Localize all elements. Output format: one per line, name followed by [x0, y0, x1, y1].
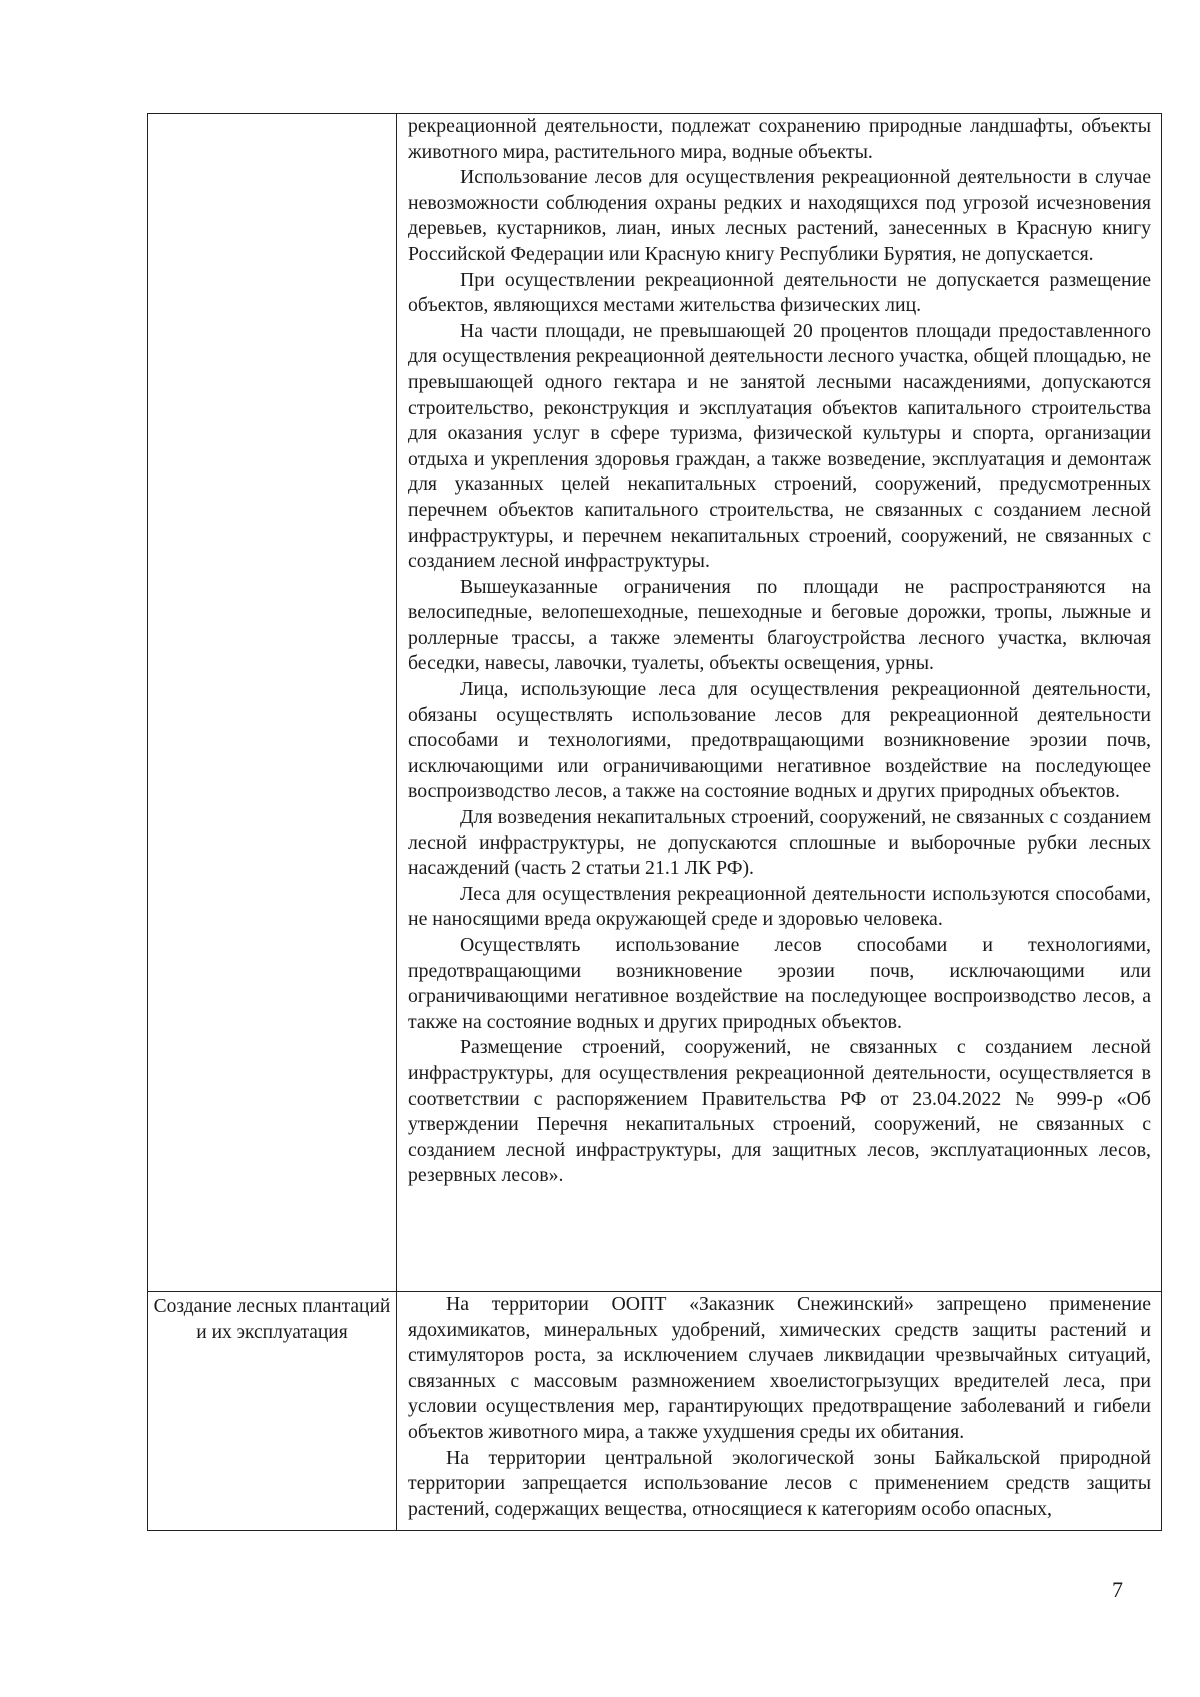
table-row: [148, 114, 1162, 1292]
row-content-cell: [397, 1292, 1162, 1531]
paragraph: Лица, использующие леса для осуществления рекреационной деятельности, обязаны осуществлять использование лесов для рекреационной деятельности способами и технологиями, предотвращающими возникновение эрозии почв, исключающими или ограничивающими негативное воздействие на последующее воспроизводство лесов, а также на состояние водных и других природных объектов.: [408, 678, 1151, 803]
paragraph: При осуществлении рекреационной деятельности не допускается размещение объектов, являющихся местами жительства физических лиц.: [408, 268, 1151, 317]
paragraph: Вышеуказанные ограничения по площади не распространяются на велосипедные, велопешеходные, пешеходные и беговые дорожки, тропы, лыжные и роллерные трассы, а также элементы благоустройства лесного участка, включая беседки, навесы, лавочки, туалеты, объекты освещения, урны.: [408, 575, 1151, 675]
paragraph: На территории центральной экологической зоны Байкальской природной территории запрещается использование лесов с применением средств защиты растений, содержащих вещества, относящиеся к категориям особо опасных,: [408, 1446, 1151, 1520]
paragraph: Использование лесов для осуществления рекреационной деятельности в случае невозможности соблюдения охраны редких и находящихся под угрозой исчезновения деревьев, кустарников, лиан, иных лесных растений, занесенных в Красную книгу Российской Федерации или Красную книгу Республики Бурятия, не допускается.: [408, 166, 1151, 265]
table-row: [148, 1292, 1162, 1531]
page-number: 7: [1112, 1577, 1123, 1602]
row-title-cell: Создание лесных плантаций и их эксплуатация: [148, 1292, 397, 1531]
paragraph: На территории ООПТ «Заказник Снежинский» запрещено применение ядохимикатов, минеральных удобрений, химических средств защиты растений и стимуляторов роста, за исключением случаев ликвидации чрезвычайных ситуаций, связанных с массовым размножением хвоелистогрызущих вредителей леса, при условии осуществления мер, гарантирующих предотвращение заболеваний и гибели объектов животного мира, а также ухудшения среды их обитания.: [408, 1293, 1151, 1443]
paragraph: Для возведения некапитальных строений, сооружений, не связанных с созданием лесной инфраструктуры, не допускаются сплошные и выборочные рубки лесных насаждений (часть 2 статьи 21.1 ЛК РФ).: [408, 806, 1151, 880]
paragraph: Размещение строений, сооружений, не связанных с созданием лесной инфраструктуры, для осуществления рекреационной деятельности, осуществляется в соответствии с распоряжением Правительства РФ от 23.04.2022 № 999-р «Об утверждении Перечня некапитальных строений, сооружений, не связанных с созданием лесной инфраструктуры, для защитных лесов, эксплуатационных лесов, резервных лесов».: [408, 1036, 1151, 1187]
paragraph: Осуществлять использование лесов способами и технологиями, предотвращающими возникновение эрозии почв, исключающими или ограничивающими негативное воздействие на последующее воспроизводство лесов, а также на состояние водных и других природных объектов.: [408, 934, 1151, 1033]
row-title-cell: [148, 114, 397, 1292]
paragraph: рекреационной деятельности, подлежат сохранению природные ландшафты, объекты животного мира, растительного мира, водные объекты.: [408, 115, 1151, 163]
paragraph: Леса для осуществления рекреационной деятельности используются способами, не наносящими вреда окружающей среде и здоровью человека.: [408, 882, 1151, 931]
document-table: [147, 113, 1162, 1531]
row-content-cell: [397, 114, 1162, 1292]
paragraph: На части площади, не превышающей 20 процентов площади предоставленного для осуществления рекреационной деятельности лесного участка, общей площадью, не превышающей одного гектара и не занятой лесными насаждениями, допускаются строительство, реконструкция и эксплуатация объектов капитального строительства для оказания услуг в сфере туризма, физической культуры и спорта, организации отдыха и укрепления здоровья граждан, а также возведение, эксплуатация и демонтаж для указанных целей некапитальных строений, сооружений, предусмотренных перечнем объектов капитального строительства, не связанных с созданием лесной инфраструктуры, и перечнем некапитальных строений, сооружений, не связанных с созданием лесной инфраструктуры.: [408, 319, 1151, 573]
